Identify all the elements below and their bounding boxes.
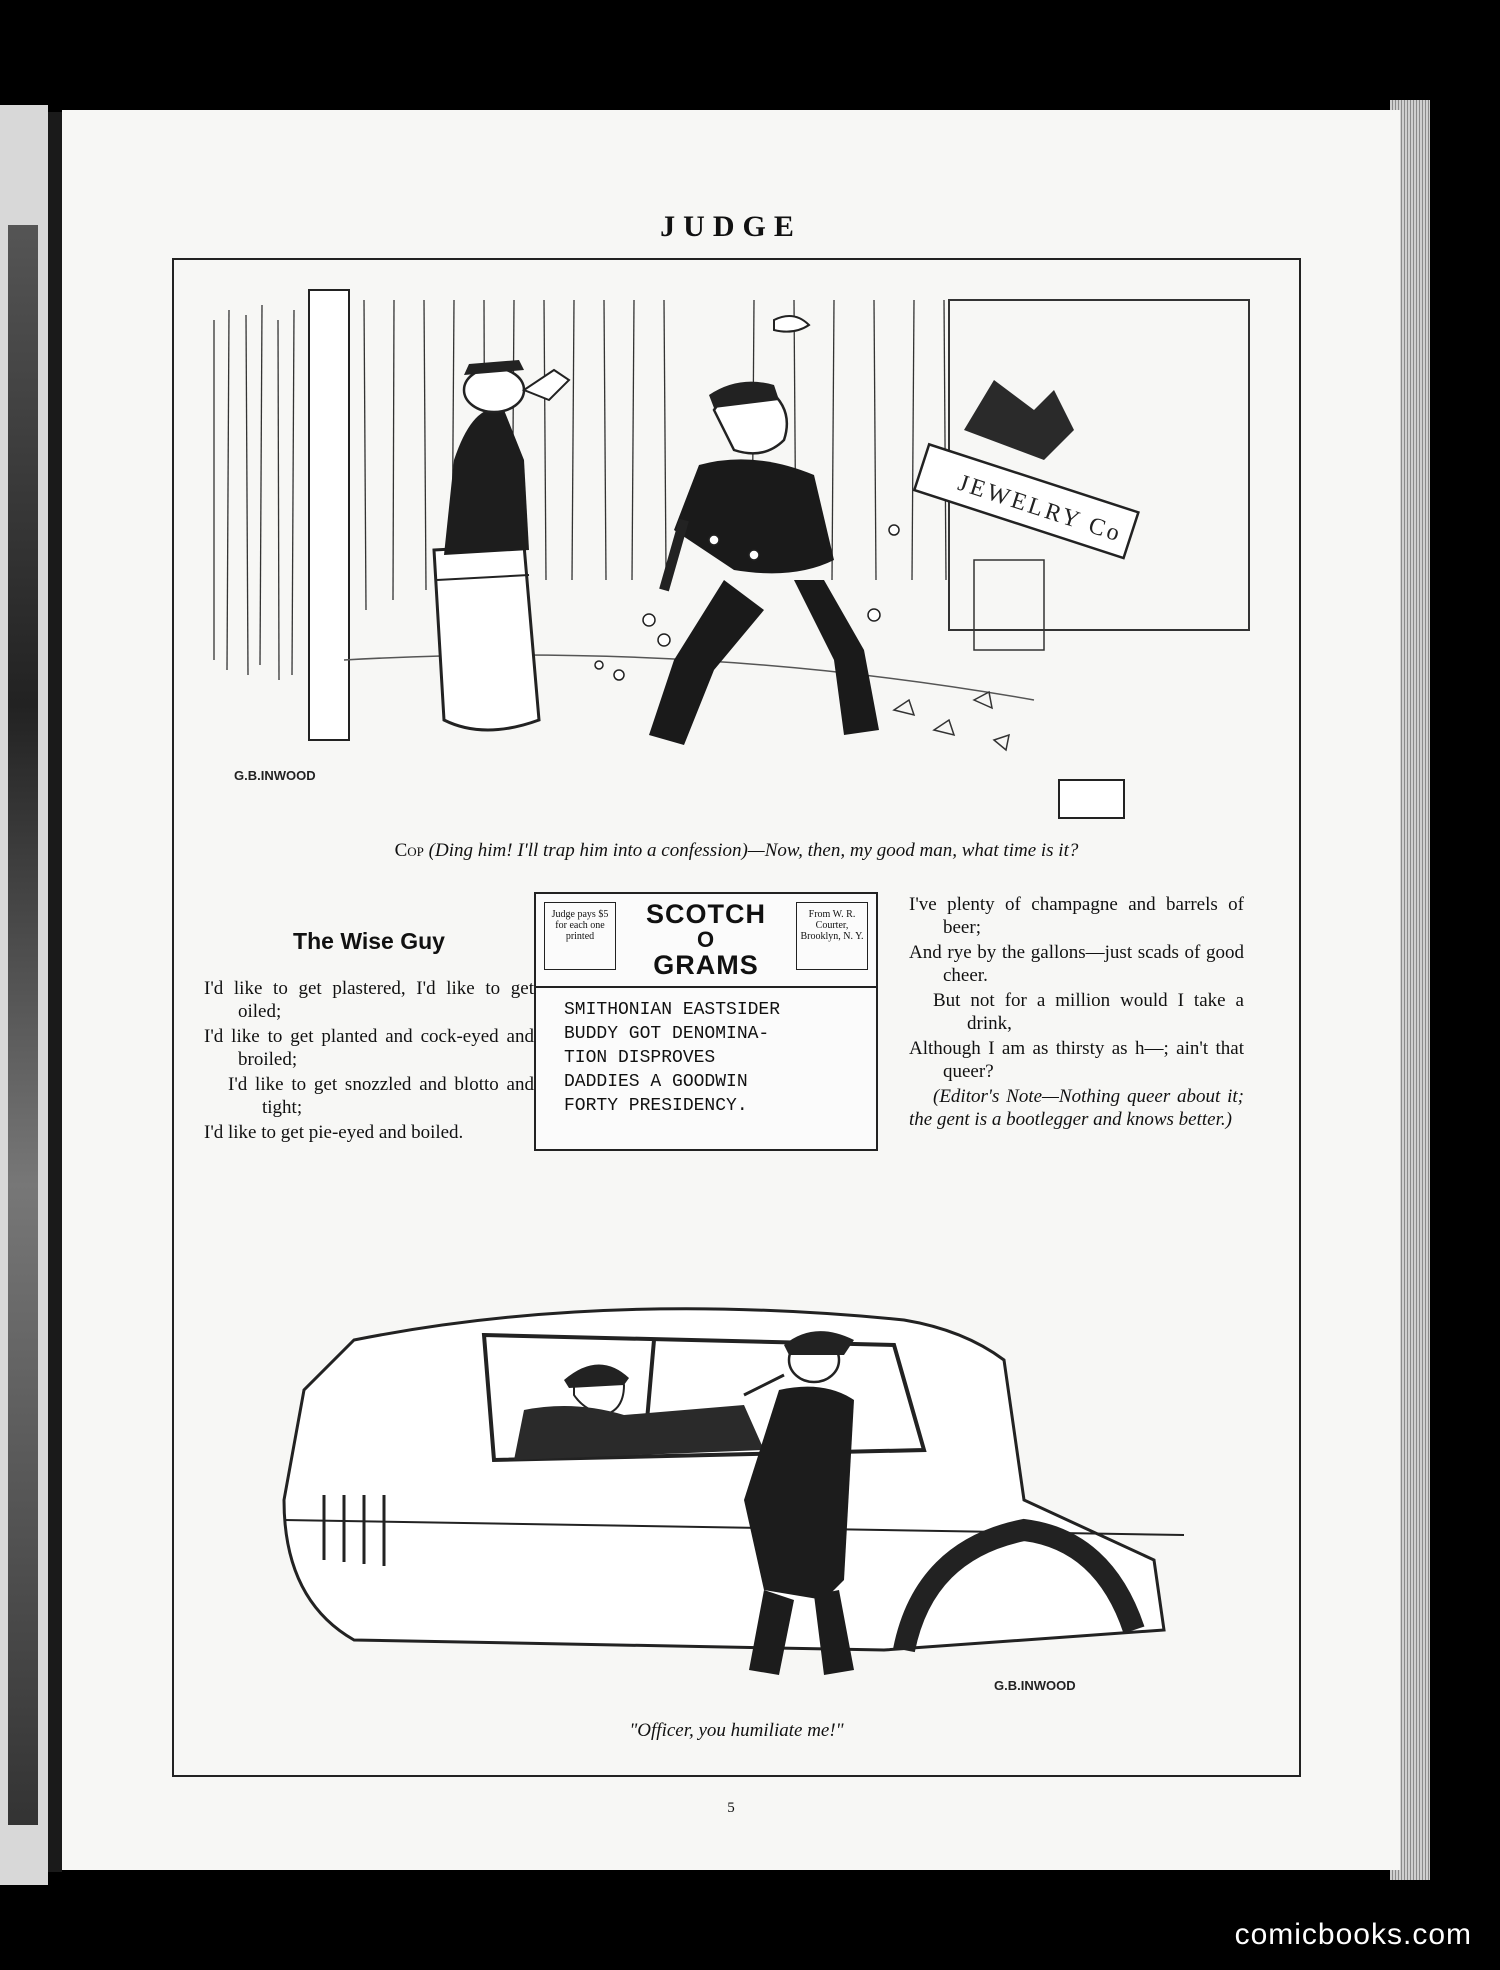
editors-note: (Editor's Note—Nothing queer about it; the gent is a bootlegger and knows better.) <box>909 1086 1244 1130</box>
scotch-grams-right-note: From W. R. Courter, Brooklyn, N. Y. <box>796 902 868 970</box>
scotch-grams-brand <box>621 900 791 980</box>
adjacent-page-edge <box>0 105 48 1885</box>
caption-text: (Ding him! I'll trap him into a confession)—Now, then, my good man, what time is it? <box>423 840 1079 861</box>
scotch-grams-line: DADDIES A GOODWIN <box>564 1072 748 1092</box>
brand-line: GRAMS <box>653 950 759 980</box>
scotch-grams-line: TION DISPROVES <box>564 1048 716 1068</box>
poem-title: The Wise Guy <box>293 928 445 954</box>
content-frame <box>172 258 1301 1777</box>
scotch-grams-header <box>536 894 876 988</box>
poem-line: I'd like to get plastered, I'd like to get oiled; <box>204 978 534 1022</box>
cartoon-top-illustration <box>194 280 1279 825</box>
scotch-grams-line: BUDDY GOT DENOMINA- <box>564 1024 770 1044</box>
scotch-grams-line: SMITHONIAN EASTSIDER <box>564 1000 781 1020</box>
magazine-page <box>62 110 1400 1870</box>
cartoon-bottom-caption: "Officer, you humiliate me!" <box>629 1720 844 1741</box>
cartoon-bottom-illustration <box>204 1300 1269 1700</box>
scotch-grams-body <box>536 988 876 1118</box>
poem-line: I've plenty of champagne and barrels of beer; <box>909 894 1244 938</box>
scotch-grams-left-note: Judge pays $5 for each one printed <box>544 902 616 970</box>
jewelry-sign-text: JEWELRY Co <box>954 470 1126 548</box>
cartoon-top-caption <box>174 840 1299 862</box>
poem-line: But not for a million would I take a drink, <box>933 990 1244 1034</box>
poem-right-column <box>909 893 1244 1133</box>
brand-line: SCOTCH <box>646 899 766 929</box>
masthead: JUDGE <box>660 210 802 243</box>
scotch-grams-box <box>534 892 878 1151</box>
poem-line: I'd like to get pie-eyed and boiled. <box>204 1122 464 1143</box>
cartoon-bottom-signature: G.B.INWOOD <box>994 1678 1076 1693</box>
poem-line: I'd like to get planted and cock-eyed and broiled; <box>204 1026 534 1070</box>
caption-speaker: Cop <box>394 840 424 861</box>
poem-line: I'd like to get snozzled and blotto and tight; <box>228 1074 534 1118</box>
brand-line: O <box>696 927 716 952</box>
site-watermark: comicbooks.com <box>1234 1918 1472 1951</box>
poem-line: Although I am as thirsty as h—; ain't that queer? <box>909 1038 1244 1082</box>
cartoon-top-signature: G.B.INWOOD <box>234 768 316 783</box>
book-gutter <box>48 112 62 1872</box>
scotch-grams-line: FORTY PRESIDENCY. <box>564 1096 748 1116</box>
poem-left-column <box>204 930 534 1146</box>
poem-line: And rye by the gallons—just scads of good cheer. <box>909 942 1244 986</box>
page-number: 5 <box>727 1800 735 1816</box>
